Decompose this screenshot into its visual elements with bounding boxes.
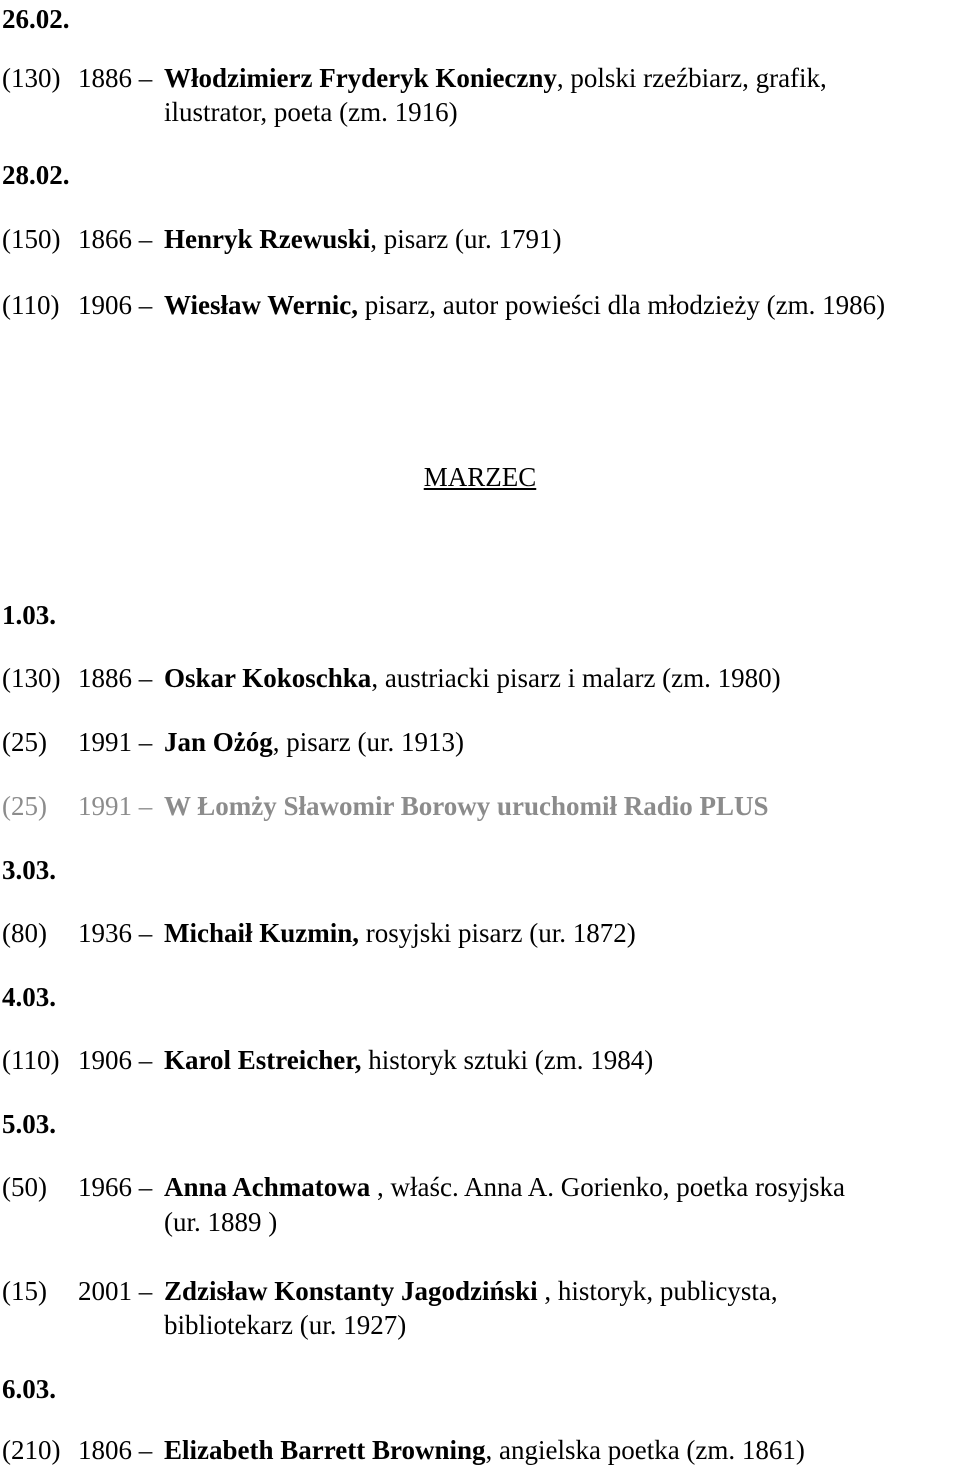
entry-text: Karol Estreicher, historyk sztuki (zm. 1984) bbox=[164, 1045, 654, 1075]
entry-text: Oskar Kokoschka, austriacki pisarz i malarz (zm. 1980) bbox=[164, 663, 781, 693]
entry-number: (130) bbox=[2, 63, 61, 93]
date-heading: 6.03. bbox=[2, 1374, 56, 1404]
entry-number: (25) bbox=[2, 791, 47, 821]
entry-name: Michaił Kuzmin, bbox=[164, 918, 359, 948]
date-heading: 1.03. bbox=[2, 600, 56, 630]
date-heading: 26.02. bbox=[2, 4, 70, 34]
entry-year: 1906 – bbox=[78, 290, 153, 320]
entry-text: Jan Ożóg, pisarz (ur. 1913) bbox=[164, 727, 464, 757]
entry-year: 2001 – bbox=[78, 1276, 153, 1306]
entry-year: 1886 – bbox=[78, 63, 153, 93]
entry-number: (25) bbox=[2, 727, 47, 757]
entry-name: Zdzisław Konstanty Jagodziński bbox=[164, 1276, 538, 1306]
entry-number: (80) bbox=[2, 918, 47, 948]
entry-text-continued: (ur. 1889 ) bbox=[164, 1207, 278, 1237]
entry-text-continued: ilustrator, poeta (zm. 1916) bbox=[164, 97, 458, 127]
entry-year: 1886 – bbox=[78, 663, 153, 693]
entry-name: Włodzimierz Fryderyk Konieczny bbox=[164, 63, 557, 93]
month-heading: MARZEC bbox=[423, 462, 537, 492]
entry-text: Henryk Rzewuski, pisarz (ur. 1791) bbox=[164, 224, 562, 254]
entry-text: Elizabeth Barrett Browning, angielska poetka (zm. 1861) bbox=[164, 1435, 805, 1465]
entry-number: (110) bbox=[2, 290, 60, 320]
entry-year: 1936 – bbox=[78, 918, 153, 948]
entry-year: 1806 – bbox=[78, 1435, 153, 1465]
date-heading: 4.03. bbox=[2, 982, 56, 1012]
entry-text bbox=[164, 789, 769, 823]
entry-name: Henryk Rzewuski bbox=[164, 224, 371, 254]
date-heading: 5.03. bbox=[2, 1109, 56, 1139]
entry-name: W Łomży Sławomir Borowy uruchomił Radio PLUS bbox=[164, 791, 769, 821]
entry-text: Zdzisław Konstanty Jagodziński , historyk, publicysta, bbox=[164, 1276, 778, 1306]
entry-number: (130) bbox=[2, 663, 61, 693]
entry-text: Michaił Kuzmin, rosyjski pisarz (ur. 1872) bbox=[164, 918, 636, 948]
date-heading: 28.02. bbox=[2, 160, 70, 190]
entry-year: 1866 – bbox=[78, 224, 153, 254]
entry-number: (50) bbox=[2, 1172, 47, 1202]
entry-number: (210) bbox=[2, 1435, 61, 1465]
entry-name: Oskar Kokoschka bbox=[164, 663, 372, 693]
entry-year: 1991 – bbox=[78, 791, 153, 821]
entry-year: 1966 – bbox=[78, 1172, 153, 1202]
entry-year: 1991 – bbox=[78, 727, 153, 757]
entry-number: (15) bbox=[2, 1276, 47, 1306]
entry-number: (110) bbox=[2, 1045, 60, 1075]
entry-text: Anna Achmatowa , właśc. Anna A. Gorienko, poetka rosyjska bbox=[164, 1172, 845, 1202]
entry-text: Włodzimierz Fryderyk Konieczny, polski rzeźbiarz, grafik, bbox=[164, 63, 827, 93]
entry-text: Wiesław Wernic, pisarz, autor powieści dla młodzieży (zm. 1986) bbox=[164, 290, 886, 320]
entry-year: 1906 – bbox=[78, 1045, 153, 1075]
entry-text-continued: bibliotekarz (ur. 1927) bbox=[164, 1310, 407, 1340]
date-heading: 3.03. bbox=[2, 855, 56, 885]
entry-name: Elizabeth Barrett Browning bbox=[164, 1435, 486, 1465]
entry-name: Jan Ożóg bbox=[164, 727, 273, 757]
entry-name: Karol Estreicher, bbox=[164, 1045, 362, 1075]
entry-number: (150) bbox=[2, 224, 61, 254]
entry-name: Anna Achmatowa bbox=[164, 1172, 371, 1202]
entry-name: Wiesław Wernic, bbox=[164, 290, 358, 320]
